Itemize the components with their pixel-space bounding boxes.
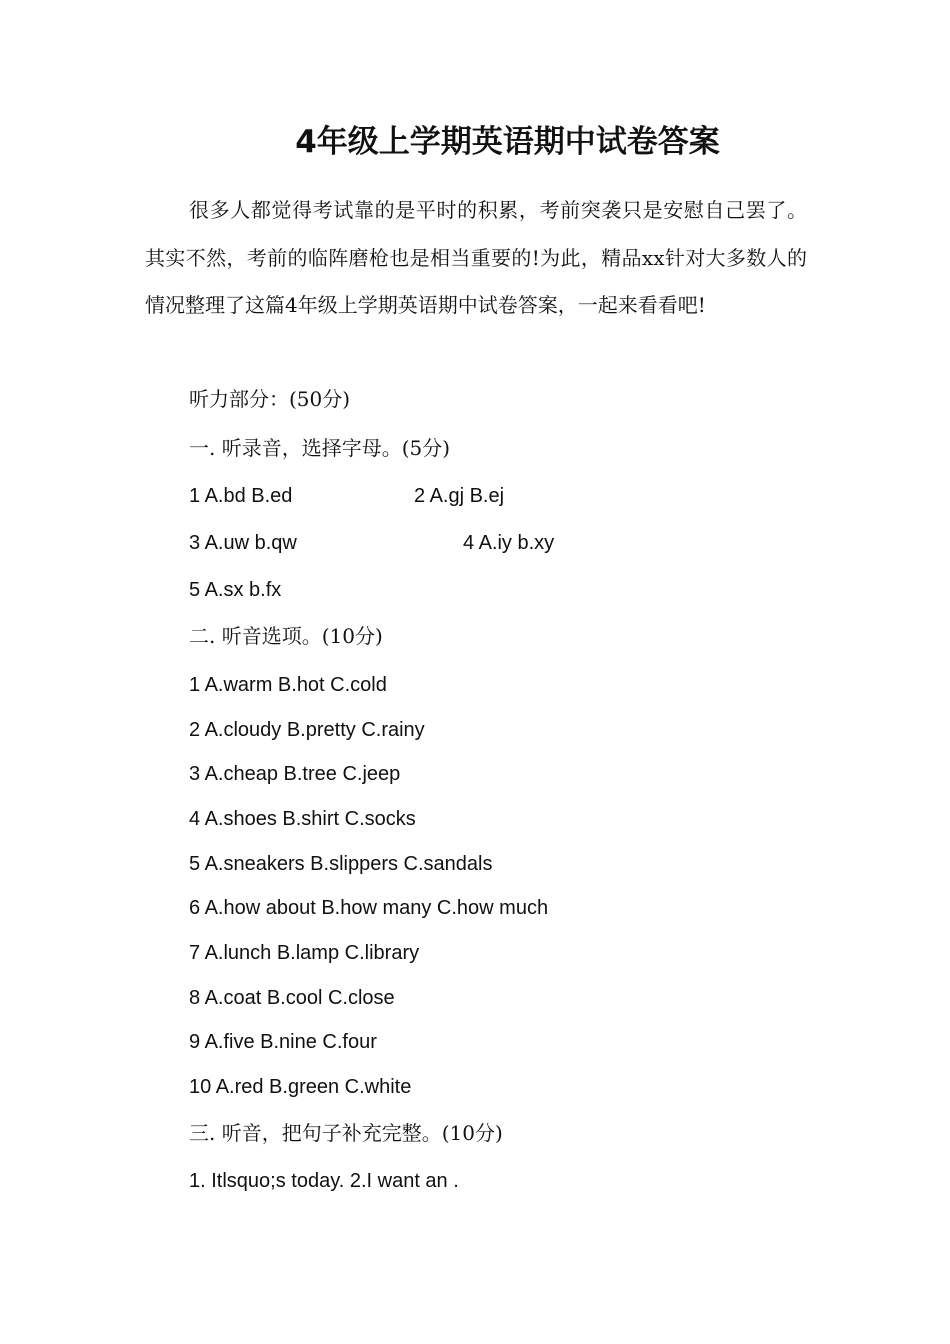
part3-heading: 三. 听音，把句子补充完整。(10分) xyxy=(189,1121,503,1145)
document-title: 4年级上学期英语期中试卷答案 xyxy=(295,124,720,160)
part1-item: 3 A.uw b.qw xyxy=(189,532,297,554)
section-heading-listening: 听力部分：(50分) xyxy=(189,387,351,411)
part2-item: 1 A.warm B.hot C.cold xyxy=(189,674,387,696)
part2-item: 9 A.five B.nine C.four xyxy=(189,1031,377,1053)
part2-item: 4 A.shoes B.shirt C.socks xyxy=(189,808,416,830)
part1-item: 4 A.iy b.xy xyxy=(463,532,555,554)
part2-item: 6 A.how about B.how many C.how much xyxy=(189,897,549,919)
part2-item: 8 A.coat B.cool C.close xyxy=(189,987,395,1009)
part2-item: 10 A.red B.green C.white xyxy=(189,1076,412,1098)
part1-item: 2 A.gj B.ej xyxy=(414,485,505,507)
part2-item: 7 A.lunch B.lamp C.library xyxy=(189,942,420,964)
part3-item: 1. Itlsquo;s today. 2.I want an . xyxy=(189,1170,459,1192)
part1-heading: 一. 听录音，选择字母。(5分) xyxy=(189,436,451,460)
part2-item: 3 A.cheap B.tree C.jeep xyxy=(189,763,401,785)
part1-item: 5 A.sx b.fx xyxy=(189,579,282,601)
part2-item: 5 A.sneakers B.slippers C.sandals xyxy=(189,853,493,875)
part2-item: 2 A.cloudy B.pretty C.rainy xyxy=(189,719,425,741)
part1-item: 1 A.bd B.ed xyxy=(189,485,293,507)
intro-paragraph: 很多人都觉得考试靠的是平时的积累，考前突袭只是安慰自己罢了。其实不然，考前的临阵磨枪也是相当重要的!为此，精品xx针对大多数人的情况整理了这篇4年级上学期英语期中试卷答案，一起来看看吧! xyxy=(145,198,807,317)
part2-heading: 二. 听音选项。(10分) xyxy=(189,624,383,648)
